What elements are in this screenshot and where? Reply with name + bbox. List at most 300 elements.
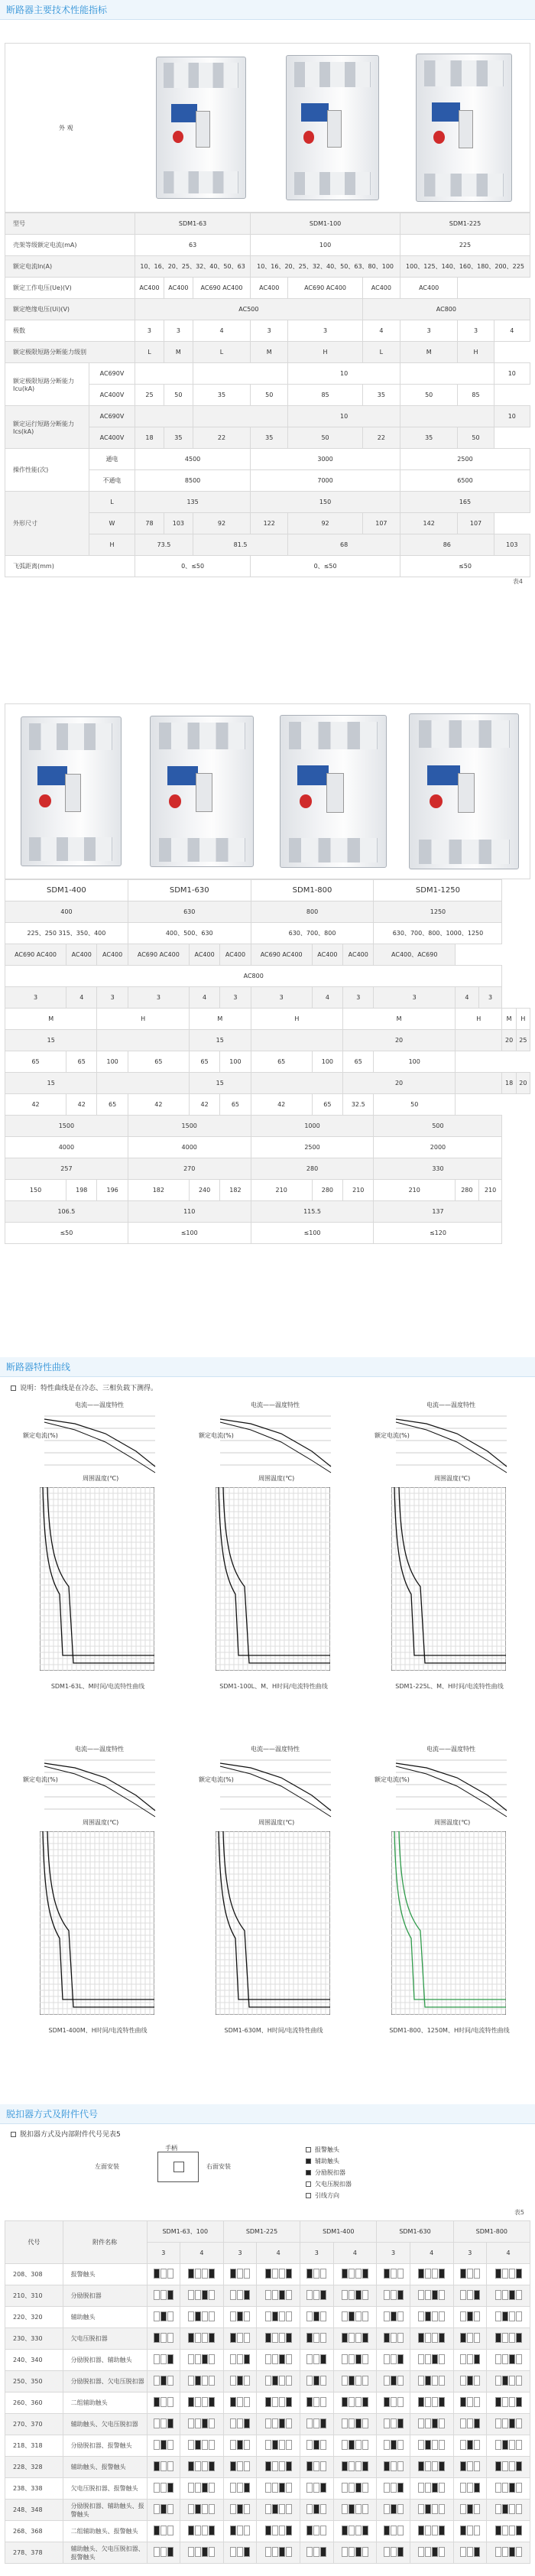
acc-name: 辅助触头 xyxy=(63,2307,147,2328)
acc-slot-icon xyxy=(384,2526,404,2535)
breaker-outline xyxy=(157,2152,199,2182)
acc-slot-icon xyxy=(495,2333,522,2343)
acc-slot-cell xyxy=(377,2371,410,2392)
cell-value: 3 xyxy=(220,987,251,1009)
header-pole: 3 xyxy=(223,2243,256,2264)
cell-value: 65 xyxy=(97,1094,128,1116)
acc-slot-icon xyxy=(495,2504,522,2514)
cell-value: 225、250 315、350、400 xyxy=(5,923,128,944)
cell-value: 6500 xyxy=(400,470,530,492)
acc-slot-cell xyxy=(223,2542,256,2564)
acc-slot-cell xyxy=(453,2414,486,2435)
header-type: SDM1-63、100 xyxy=(147,2221,223,2243)
acc-slot-cell xyxy=(180,2307,224,2328)
cell-value: 32.5 xyxy=(343,1094,374,1116)
acc-slot-cell xyxy=(487,2371,530,2392)
acc-slot-cell xyxy=(257,2392,300,2414)
acc-code: 220、320 xyxy=(5,2307,63,2328)
acc-slot-icon xyxy=(384,2376,404,2386)
cell-value: AC500 xyxy=(135,299,363,320)
row-sublabel: AC690V xyxy=(89,363,135,385)
acc-slot-cell xyxy=(180,2264,224,2285)
row-label: 额定电流In(A) xyxy=(5,256,135,278)
acc-slot-icon xyxy=(188,2547,215,2557)
acc-slot-icon xyxy=(188,2397,215,2407)
acc-slot-icon xyxy=(418,2526,445,2535)
acc-slot-icon xyxy=(154,2526,173,2535)
acc-slot-cell xyxy=(147,2328,180,2350)
cell-value: 15 xyxy=(189,1073,251,1094)
cell-value: 4000 xyxy=(5,1137,128,1158)
acc-slot-icon xyxy=(495,2290,522,2300)
acc-slot-icon xyxy=(265,2354,292,2364)
acc-slot-cell xyxy=(333,2307,377,2328)
acc-slot-cell xyxy=(487,2478,530,2500)
cell-value: AC400、AC690 xyxy=(374,944,456,966)
acc-code: 278、378 xyxy=(5,2542,63,2564)
cell-value: 3 xyxy=(400,320,457,342)
cell-value: 3 xyxy=(135,320,164,342)
xlabel: 周围温度(℃) xyxy=(83,1475,119,1482)
cell-value: L xyxy=(135,342,164,363)
cell-value: H xyxy=(97,1009,189,1030)
cell-value: 85 xyxy=(288,385,363,406)
acc-slot-cell xyxy=(223,2307,256,2328)
acc-slot-cell xyxy=(453,2350,486,2371)
breaker-image-63 xyxy=(135,44,267,212)
acc-slot-cell xyxy=(147,2457,180,2478)
temp-chart-1 xyxy=(197,1399,342,1483)
acc-slot-icon xyxy=(460,2397,480,2407)
acc-slot-icon xyxy=(384,2311,404,2321)
acc-slot-icon xyxy=(418,2483,445,2493)
cell-value xyxy=(97,1030,189,1051)
cell-value: M xyxy=(189,1009,251,1030)
acc-slot-cell xyxy=(257,2307,300,2328)
acc-slot-icon xyxy=(460,2376,480,2386)
temp-chart-title: 电流——温度特性 xyxy=(426,1402,475,1408)
cell-value: 100 xyxy=(97,1051,128,1073)
cell-value: AC800 xyxy=(5,966,502,987)
xlabel: 周围温度(℃) xyxy=(258,1475,295,1482)
acc-slot-cell xyxy=(257,2350,300,2371)
cell-value: ≤120 xyxy=(374,1223,502,1244)
acc-slot-cell xyxy=(333,2371,377,2392)
acc-slot-icon xyxy=(384,2483,404,2493)
acc-slot-cell xyxy=(257,2264,300,2285)
acc-slot-icon xyxy=(342,2397,368,2407)
cell-value: 270 xyxy=(128,1158,251,1180)
cell-value: 106.5 xyxy=(5,1201,128,1223)
cell-value xyxy=(193,363,287,385)
model-name: SDM1-630 xyxy=(128,880,251,901)
acc-slot-cell xyxy=(300,2371,333,2392)
cell-value: M xyxy=(343,1009,456,1030)
acc-code: 250、350 xyxy=(5,2371,63,2392)
cell-value: 3 xyxy=(478,987,502,1009)
acc-slot-icon xyxy=(495,2418,522,2428)
row-sublabel: AC690V xyxy=(89,406,135,427)
acc-slot-cell xyxy=(487,2328,530,2350)
cell-value: 1500 xyxy=(5,1116,128,1137)
header-pole: 4 xyxy=(410,2243,453,2264)
acc-slot-icon xyxy=(154,2504,173,2514)
cell-value: 210 xyxy=(343,1180,374,1201)
acc-slot-icon xyxy=(265,2526,292,2535)
acc-slot-icon xyxy=(154,2311,173,2321)
acc-slot-cell xyxy=(410,2521,453,2542)
acc-slot-cell xyxy=(223,2478,256,2500)
cell-value: 3 xyxy=(164,320,193,342)
cell-value: 7000 xyxy=(251,470,400,492)
cell-value: 65 xyxy=(343,1051,374,1073)
cell-value: 35 xyxy=(164,427,193,449)
acc-slot-cell xyxy=(333,2435,377,2457)
acc-slot-cell xyxy=(453,2328,486,2350)
acc-slot-cell xyxy=(453,2392,486,2414)
row-label: 外形尺寸 xyxy=(5,492,89,556)
cell-value: 20 xyxy=(343,1030,456,1051)
acc-slot-icon xyxy=(342,2547,368,2557)
acc-slot-cell xyxy=(377,2521,410,2542)
acc-slot-cell xyxy=(453,2307,486,2328)
acc-slot-icon xyxy=(154,2397,173,2407)
cell-value: 10 xyxy=(288,363,400,385)
acc-slot-icon xyxy=(188,2483,215,2493)
acc-slot-icon xyxy=(306,2397,326,2407)
cell-value: 50 xyxy=(288,427,363,449)
cell-value: H xyxy=(456,1009,502,1030)
header-type: SDM1-225 xyxy=(223,2221,300,2243)
acc-slot-icon xyxy=(384,2397,404,2407)
temp-chart-title: 电流——温度特性 xyxy=(251,1402,300,1408)
acc-code: 270、370 xyxy=(5,2414,63,2435)
acc-slot-icon xyxy=(342,2290,368,2300)
acc-slot-cell xyxy=(453,2435,486,2457)
acc-name: 二组辅助触头 xyxy=(63,2392,147,2414)
acc-slot-cell xyxy=(180,2542,224,2564)
acc-slot-icon xyxy=(265,2461,292,2471)
acc-slot-cell xyxy=(453,2457,486,2478)
acc-slot-icon xyxy=(418,2269,445,2279)
acc-slot-icon xyxy=(230,2547,250,2557)
curve-caption: SDM1-630M、H时间/电流特性曲线 xyxy=(224,2027,323,2034)
cell-value xyxy=(193,406,287,427)
specs-table-1 xyxy=(5,43,530,677)
acc-slot-icon xyxy=(342,2269,368,2279)
breaker-image-100 xyxy=(267,44,398,212)
acc-slot-icon xyxy=(460,2440,480,2450)
acc-slot-icon xyxy=(188,2269,215,2279)
cell-value: H xyxy=(458,342,494,363)
acc-slot-cell xyxy=(333,2328,377,2350)
acc-slot-icon xyxy=(495,2354,522,2364)
acc-slot-icon xyxy=(154,2461,173,2471)
acc-slot-cell xyxy=(223,2328,256,2350)
header-pole: 4 xyxy=(257,2243,300,2264)
cell-value: AC400 xyxy=(97,944,128,966)
acc-slot-cell xyxy=(410,2542,453,2564)
cell-value: 10、16、20、25、32、40、50、63、80、100 xyxy=(251,256,400,278)
acc-slot-cell xyxy=(180,2328,224,2350)
acc-slot-cell xyxy=(180,2435,224,2457)
acc-slot-icon xyxy=(495,2547,522,2557)
acc-name: 辅助触头、欠电压脱扣器、报警触头 xyxy=(63,2542,147,2564)
row-label: 壳架等级额定电流(mA) xyxy=(5,235,135,256)
cell-value: 50 xyxy=(458,427,494,449)
cell-value: SDM1-63 xyxy=(135,213,251,235)
cell-value: 3000 xyxy=(251,449,400,470)
acc-slot-icon xyxy=(265,2376,292,2386)
acc-code: 230、330 xyxy=(5,2328,63,2350)
cell-value: 3 xyxy=(374,987,456,1009)
acc-slot-cell xyxy=(180,2521,224,2542)
acc-slot-icon xyxy=(265,2397,292,2407)
acc-slot-cell xyxy=(487,2414,530,2435)
acc-code: 268、368 xyxy=(5,2521,63,2542)
cell-value: SDM1-225 xyxy=(400,213,530,235)
acc-slot-cell xyxy=(377,2435,410,2457)
cell-value: AC800 xyxy=(362,299,530,320)
cell-value: 182 xyxy=(220,1180,251,1201)
cell-value: 35 xyxy=(362,385,400,406)
appearance-label: 外 观 xyxy=(59,124,73,132)
legend-symbol-icon xyxy=(306,2181,311,2187)
acc-slot-icon xyxy=(188,2333,215,2343)
acc-slot-icon xyxy=(342,2504,368,2514)
acc-name: 分励脱扣器、辅助触头 xyxy=(63,2350,147,2371)
acc-slot-icon xyxy=(418,2418,445,2428)
acc-slot-cell xyxy=(223,2435,256,2457)
legend-item xyxy=(306,2190,352,2201)
acc-slot-cell xyxy=(180,2285,224,2307)
acc-slot-icon xyxy=(306,2290,326,2300)
acc-slot-icon xyxy=(230,2311,250,2321)
row-label: 额定绝缘电压(Ui)(V) xyxy=(5,299,135,320)
acc-code: 208、308 xyxy=(5,2264,63,2285)
row-label: 额定工作电压(Ue)(V) xyxy=(5,278,135,299)
cell-value: 400 xyxy=(5,901,128,923)
cell-value: 10 xyxy=(494,406,530,427)
cell-value: 330 xyxy=(374,1158,502,1180)
acc-name: 辅助触头、欠电压脱扣器 xyxy=(63,2414,147,2435)
cell-value: 3 xyxy=(251,320,288,342)
specs-table-2 xyxy=(5,703,530,1346)
acc-slot-icon xyxy=(460,2547,480,2557)
header-acc: 附件名称 xyxy=(63,2221,147,2264)
cell-value: 78 xyxy=(135,513,164,534)
acc-slot-icon xyxy=(230,2526,250,2535)
cell-value: M xyxy=(251,342,288,363)
acc-slot-cell xyxy=(300,2264,333,2285)
cell-value: 3 xyxy=(458,320,494,342)
acc-name: 分励脱扣器、欠电压脱扣器 xyxy=(63,2371,147,2392)
cell-value: 196 xyxy=(97,1180,128,1201)
cell-value: AC690 AC400 xyxy=(128,944,189,966)
cell-value: 400、500、630 xyxy=(128,923,251,944)
cell-value: M xyxy=(5,1009,97,1030)
cell-value: 1500 xyxy=(128,1116,251,1137)
acc-slot-cell xyxy=(223,2264,256,2285)
acc-slot-cell xyxy=(300,2392,333,2414)
header-type: SDM1-400 xyxy=(300,2221,377,2243)
cell-value: 4500 xyxy=(135,449,251,470)
acc-slot-cell xyxy=(300,2542,333,2564)
acc-slot-cell xyxy=(410,2457,453,2478)
acc-slot-icon xyxy=(418,2290,445,2300)
cell-value: 630、700、800、1000、1250 xyxy=(374,923,502,944)
cell-value: 122 xyxy=(251,513,288,534)
curve-caption: SDM1-400M、H时间/电流特性曲线 xyxy=(48,2027,148,2034)
acc-slot-icon xyxy=(384,2354,404,2364)
legend-item xyxy=(306,2167,352,2178)
curve-caption: SDM1-100L、M、H时间/电流特性曲线 xyxy=(219,1683,328,1690)
acc-slot-icon xyxy=(188,2440,215,2450)
row-sublabel: AC400V xyxy=(89,427,135,449)
acc-slot-icon xyxy=(342,2461,368,2471)
cell-value: 22 xyxy=(362,427,400,449)
acc-slot-icon xyxy=(230,2290,250,2300)
acc-slot-cell xyxy=(147,2350,180,2371)
acc-slot-cell xyxy=(223,2414,256,2435)
acc-slot-icon xyxy=(230,2440,250,2450)
acc-slot-icon xyxy=(188,2290,215,2300)
acc-slot-cell xyxy=(180,2414,224,2435)
cell-value: ≤50 xyxy=(5,1223,128,1244)
acc-slot-icon xyxy=(384,2333,404,2343)
cell-value: 800 xyxy=(251,901,374,923)
cell-value: 0、≤50 xyxy=(135,556,251,577)
acc-slot-icon xyxy=(306,2418,326,2428)
acc-slot-icon xyxy=(460,2483,480,2493)
acc-slot-cell xyxy=(377,2307,410,2328)
acc-code: 210、310 xyxy=(5,2285,63,2307)
tc-chart-3 xyxy=(40,1831,154,2015)
acc-slot-cell xyxy=(487,2457,530,2478)
acc-slot-cell xyxy=(223,2285,256,2307)
cell-value: SDM1-100 xyxy=(251,213,400,235)
breaker-image-800 xyxy=(268,704,399,879)
cell-value: 50 xyxy=(400,385,457,406)
acc-slot-icon xyxy=(460,2461,480,2471)
acc-code: 228、328 xyxy=(5,2457,63,2478)
xlabel: 周围温度(℃) xyxy=(434,1475,471,1482)
cell-value xyxy=(456,1073,502,1094)
cell-value: AC400 xyxy=(189,944,219,966)
cell-value: AC690 AC400 xyxy=(288,278,363,299)
acc-slot-cell xyxy=(453,2500,486,2521)
cell-value: 22 xyxy=(193,427,250,449)
acc-slot-icon xyxy=(188,2376,215,2386)
cell-value: 50 xyxy=(164,385,193,406)
cell-value: ≤100 xyxy=(251,1223,374,1244)
acc-slot-cell xyxy=(257,2371,300,2392)
breaker-image-630 xyxy=(137,704,268,879)
acc-slot-cell xyxy=(147,2478,180,2500)
acc-slot-cell xyxy=(147,2521,180,2542)
cell-value: 0、≤50 xyxy=(251,556,400,577)
cell-value: 630 xyxy=(128,901,251,923)
acc-slot-icon xyxy=(342,2354,368,2364)
row-label: 飞弧距离(mm) xyxy=(5,556,135,577)
cell-value: 100 xyxy=(220,1051,251,1073)
cell-value: 65 xyxy=(128,1051,189,1073)
acc-slot-icon xyxy=(495,2269,522,2279)
acc-slot-icon xyxy=(384,2461,404,2471)
cell-value: AC400 xyxy=(343,944,374,966)
cell-value: 100 xyxy=(312,1051,342,1073)
acc-slot-cell xyxy=(147,2500,180,2521)
cell-value: 86 xyxy=(400,534,494,556)
acc-slot-cell xyxy=(257,2414,300,2435)
cell-value: 150 xyxy=(5,1180,66,1201)
cell-value: 240 xyxy=(189,1180,219,1201)
row-label: 额定极限短路分断能力 Icu(kA) xyxy=(5,363,89,406)
acc-name: 欠电压脱扣器、报警触头 xyxy=(63,2478,147,2500)
acc-slot-cell xyxy=(487,2521,530,2542)
acc-name: 分励脱扣器 xyxy=(63,2285,147,2307)
acc-slot-cell xyxy=(487,2307,530,2328)
cell-value: 4000 xyxy=(128,1137,251,1158)
acc-slot-icon xyxy=(495,2311,522,2321)
cell-value xyxy=(97,1073,189,1094)
acc-slot-cell xyxy=(300,2435,333,2457)
cell-value: 10 xyxy=(494,363,530,385)
acc-slot-icon xyxy=(342,2526,368,2535)
acc-slot-cell xyxy=(223,2457,256,2478)
tc-chart-5 xyxy=(391,1831,506,2015)
temp-chart-2 xyxy=(373,1399,518,1483)
legend-label: 引线方向 xyxy=(315,2192,339,2199)
table-note-4: 表4 xyxy=(512,578,523,585)
cell-value: 4 xyxy=(362,320,400,342)
cell-value: AC690 AC400 xyxy=(251,944,312,966)
acc-slot-icon xyxy=(342,2376,368,2386)
legend-label: 报警触头 xyxy=(315,2146,339,2153)
acc-slot-icon xyxy=(418,2354,445,2364)
acc-slot-icon xyxy=(306,2461,326,2471)
acc-slot-icon xyxy=(230,2504,250,2514)
cell-value: AC690 AC400 xyxy=(5,944,66,966)
row-label: 额定运行短路分断能力 Ics(kA) xyxy=(5,406,89,449)
acc-slot-cell xyxy=(180,2500,224,2521)
section-title-curves: 断路器特性曲线 xyxy=(0,1357,535,1377)
tc-chart-1 xyxy=(216,1487,330,1671)
header-pole: 3 xyxy=(147,2243,180,2264)
acc-slot-cell xyxy=(333,2542,377,2564)
acc-slot-icon xyxy=(495,2526,522,2535)
acc-slot-icon xyxy=(265,2269,292,2279)
row-sublabel: 通电 xyxy=(89,449,135,470)
acc-slot-cell xyxy=(147,2414,180,2435)
cell-value: 280 xyxy=(312,1180,342,1201)
cell-value: 42 xyxy=(66,1094,97,1116)
cell-value: 15 xyxy=(5,1073,97,1094)
header-type: SDM1-800 xyxy=(453,2221,530,2243)
acc-slot-cell xyxy=(257,2435,300,2457)
acc-slot-cell xyxy=(147,2542,180,2564)
curves-note xyxy=(11,1382,157,1392)
cell-value: 3 xyxy=(5,987,66,1009)
acc-slot-cell xyxy=(333,2521,377,2542)
cell-value: 18 xyxy=(502,1073,516,1094)
cell-value: 210 xyxy=(374,1180,456,1201)
acc-slot-icon xyxy=(154,2376,173,2386)
cell-value: 42 xyxy=(128,1094,189,1116)
cell-value: 50 xyxy=(251,385,288,406)
acc-slot-cell xyxy=(377,2500,410,2521)
cell-value: 2500 xyxy=(251,1137,374,1158)
